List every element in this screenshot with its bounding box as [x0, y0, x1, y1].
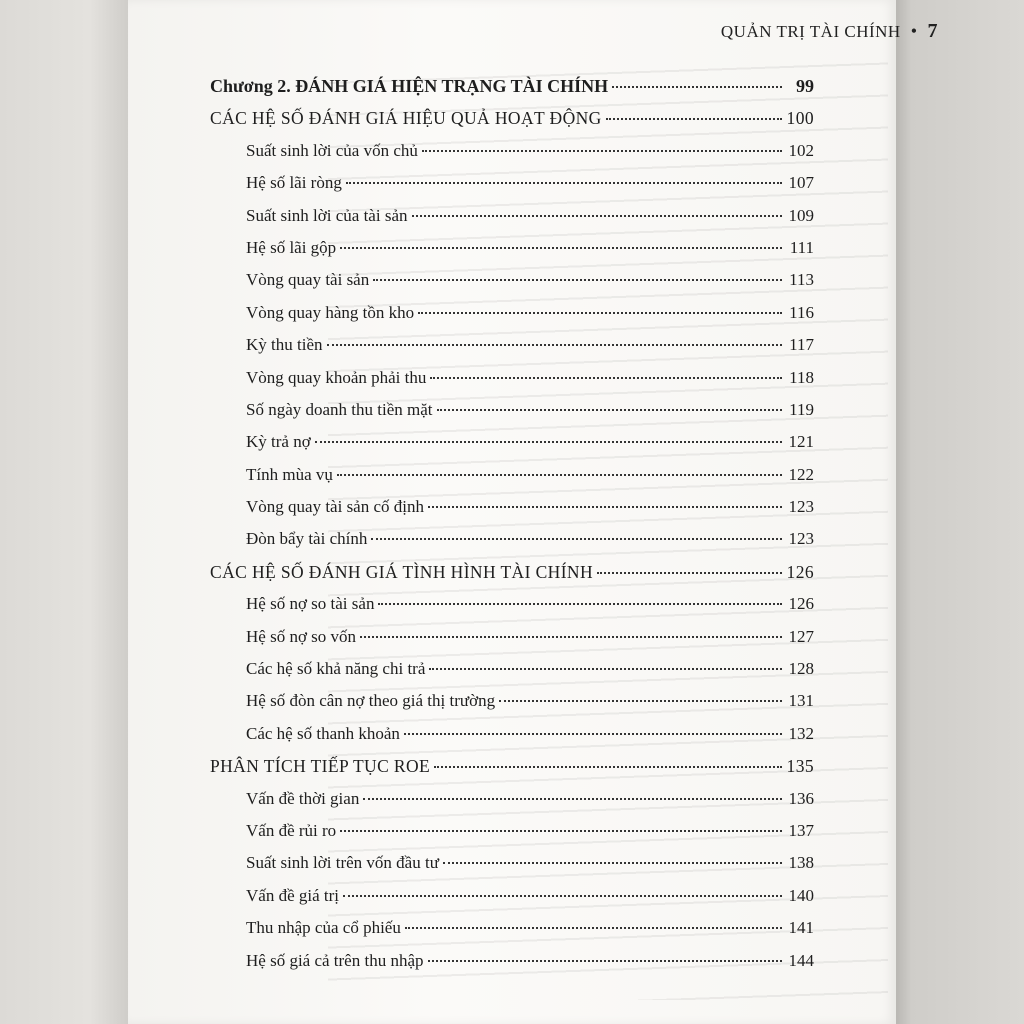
- dot-leader: [315, 441, 782, 443]
- toc-entry-title: Vấn đề rủi ro: [246, 820, 337, 840]
- toc-section-page: 135: [786, 756, 814, 777]
- toc-entry-title: Vòng quay tài sản: [246, 270, 370, 290]
- header-separator: •: [910, 21, 918, 41]
- background-right: [896, 0, 1024, 1024]
- dot-leader: [373, 279, 782, 281]
- toc-entry: [210, 659, 814, 691]
- toc-entry: [210, 206, 814, 238]
- toc-entry-page: 121: [788, 432, 814, 452]
- toc-entry: [210, 173, 814, 205]
- running-header: [721, 20, 938, 43]
- toc-entry: [210, 335, 814, 367]
- dot-leader: [371, 538, 782, 540]
- toc-entry-page: 138: [788, 853, 814, 873]
- toc-entry: [210, 238, 814, 270]
- toc-entry-title: Thu nhập của cổ phiếu: [246, 918, 401, 938]
- background-left: [0, 0, 128, 1024]
- toc-section-title: PHÂN TÍCH TIẾP TỤC ROE: [210, 756, 431, 777]
- toc-section: [210, 108, 814, 140]
- toc-entry-page: 137: [788, 820, 814, 840]
- toc-entry: [210, 886, 814, 918]
- toc-entry-title: Số ngày doanh thu tiền mặt: [246, 399, 433, 419]
- toc-entry-page: 131: [788, 691, 814, 711]
- toc-entry-title: Hệ số giá cả trên thu nhập: [246, 950, 424, 970]
- toc-entry-title: Suất sinh lời của tài sản: [246, 205, 408, 225]
- toc-entry-title: Hệ số đòn cân nợ theo giá thị trường: [246, 691, 496, 711]
- dot-leader: [429, 668, 782, 670]
- toc-entry-page: 118: [789, 367, 814, 387]
- toc-entry-title: Đòn bẩy tài chính: [246, 529, 368, 549]
- dot-leader: [340, 247, 782, 249]
- toc-entry: [210, 691, 814, 723]
- toc-entry: [210, 465, 814, 497]
- dot-leader: [434, 766, 782, 768]
- toc-section: [210, 562, 814, 594]
- dot-leader: [327, 344, 783, 346]
- dot-leader: [337, 474, 782, 476]
- toc-entry-page: 109: [788, 205, 814, 225]
- dot-leader: [428, 506, 782, 508]
- toc-entry-page: 102: [788, 140, 814, 160]
- toc-entry-title: Các hệ số khả năng chi trả: [246, 659, 426, 679]
- toc-entry-title: Suất sinh lời trên vốn đầu tư: [246, 853, 439, 873]
- toc-entry: [210, 400, 814, 432]
- toc-chapter-page: 99: [796, 76, 814, 96]
- toc-entry-title: Vòng quay tài sản cố định: [246, 497, 424, 517]
- toc-entry-title: Hệ số lãi gộp: [246, 237, 337, 257]
- dot-leader: [343, 895, 782, 897]
- toc-entry-page: 113: [789, 270, 814, 290]
- dot-leader: [499, 700, 782, 702]
- book-title: QUẢN TRỊ TÀI CHÍNH: [720, 21, 901, 41]
- toc-entry: [210, 724, 814, 756]
- toc-entry: [210, 529, 814, 561]
- toc-entry: [210, 594, 814, 626]
- toc-section: [210, 756, 814, 788]
- toc-entry: [210, 303, 814, 335]
- dot-leader: [378, 603, 782, 605]
- toc-entry-page: 111: [789, 237, 814, 257]
- toc-section-title: CÁC HỆ SỐ ĐÁNH GIÁ TÌNH HÌNH TÀI CHÍNH: [210, 561, 594, 582]
- toc-entry: [210, 821, 814, 853]
- toc-entry: [210, 951, 814, 983]
- toc-entry-page: 144: [788, 950, 814, 970]
- toc-entry-page: 128: [788, 659, 814, 679]
- toc-chapter-title: Chương 2. ĐÁNH GIÁ HIỆN TRẠNG TÀI CHÍNH: [210, 76, 609, 96]
- toc-entry: [210, 497, 814, 529]
- toc-entry-title: Tính mùa vụ: [246, 464, 333, 484]
- toc-section-title: CÁC HỆ SỐ ĐÁNH GIÁ HIỆU QUẢ HOẠT ĐỘNG: [210, 108, 602, 129]
- table-of-contents: [210, 76, 814, 983]
- toc-entry-page: 136: [788, 788, 814, 808]
- dot-leader: [443, 862, 782, 864]
- dot-leader: [405, 927, 782, 929]
- page-number: 7: [927, 20, 938, 42]
- dot-leader: [404, 733, 782, 735]
- dot-leader: [597, 572, 782, 574]
- toc-entry-page: 132: [788, 723, 814, 743]
- toc-entry-title: Hệ số nợ so tài sản: [246, 594, 375, 614]
- toc-entry: [210, 432, 814, 464]
- dot-leader: [612, 86, 782, 88]
- toc-entry: [210, 627, 814, 659]
- dot-leader: [412, 215, 783, 217]
- toc-entry-title: Vấn đề thời gian: [246, 788, 360, 808]
- toc-entry-page: 123: [788, 529, 814, 549]
- toc-chapter: [210, 76, 814, 108]
- toc-entry-page: 123: [788, 497, 814, 517]
- toc-entry: [210, 270, 814, 302]
- dot-leader: [430, 377, 782, 379]
- toc-entry: [210, 789, 814, 821]
- toc-entry-title: Vấn đề giá trị: [246, 885, 339, 905]
- toc-entry-page: 140: [788, 885, 814, 905]
- toc-entry-title: Suất sinh lời của vốn chủ: [246, 140, 418, 160]
- toc-entry: [210, 141, 814, 173]
- toc-entry-page: 107: [788, 173, 814, 193]
- toc-entry-page: 116: [789, 302, 814, 322]
- toc-entry-title: Kỳ trả nợ: [246, 432, 311, 452]
- toc-entry: [210, 853, 814, 885]
- toc-entry-page: 117: [789, 335, 814, 355]
- toc-section-page: 100: [786, 108, 814, 129]
- toc-entry-page: 141: [788, 918, 814, 938]
- toc-entry-title: Hệ số nợ so vốn: [246, 626, 357, 646]
- toc-entry-title: Các hệ số thanh khoản: [246, 723, 400, 743]
- toc-entry-page: 126: [788, 594, 814, 614]
- toc-entry: [210, 368, 814, 400]
- toc-entry-title: Vòng quay khoản phải thu: [246, 367, 427, 387]
- dot-leader: [422, 150, 782, 152]
- toc-section-page: 126: [786, 561, 814, 582]
- toc-entry-title: Vòng quay hàng tồn kho: [246, 302, 415, 322]
- dot-leader: [363, 798, 782, 800]
- toc-entry-page: 127: [788, 626, 814, 646]
- dot-leader: [418, 312, 782, 314]
- dot-leader: [437, 409, 782, 411]
- dot-leader: [360, 636, 782, 638]
- toc-entry-title: Hệ số lãi ròng: [246, 173, 342, 193]
- dot-leader: [428, 960, 783, 962]
- toc-entry-title: Kỳ thu tiền: [246, 335, 323, 355]
- dot-leader: [346, 182, 782, 184]
- toc-entry: [210, 918, 814, 950]
- dot-leader: [340, 830, 782, 832]
- toc-entry-page: 122: [788, 464, 814, 484]
- toc-entry-page: 119: [789, 399, 814, 419]
- dot-leader: [606, 118, 782, 120]
